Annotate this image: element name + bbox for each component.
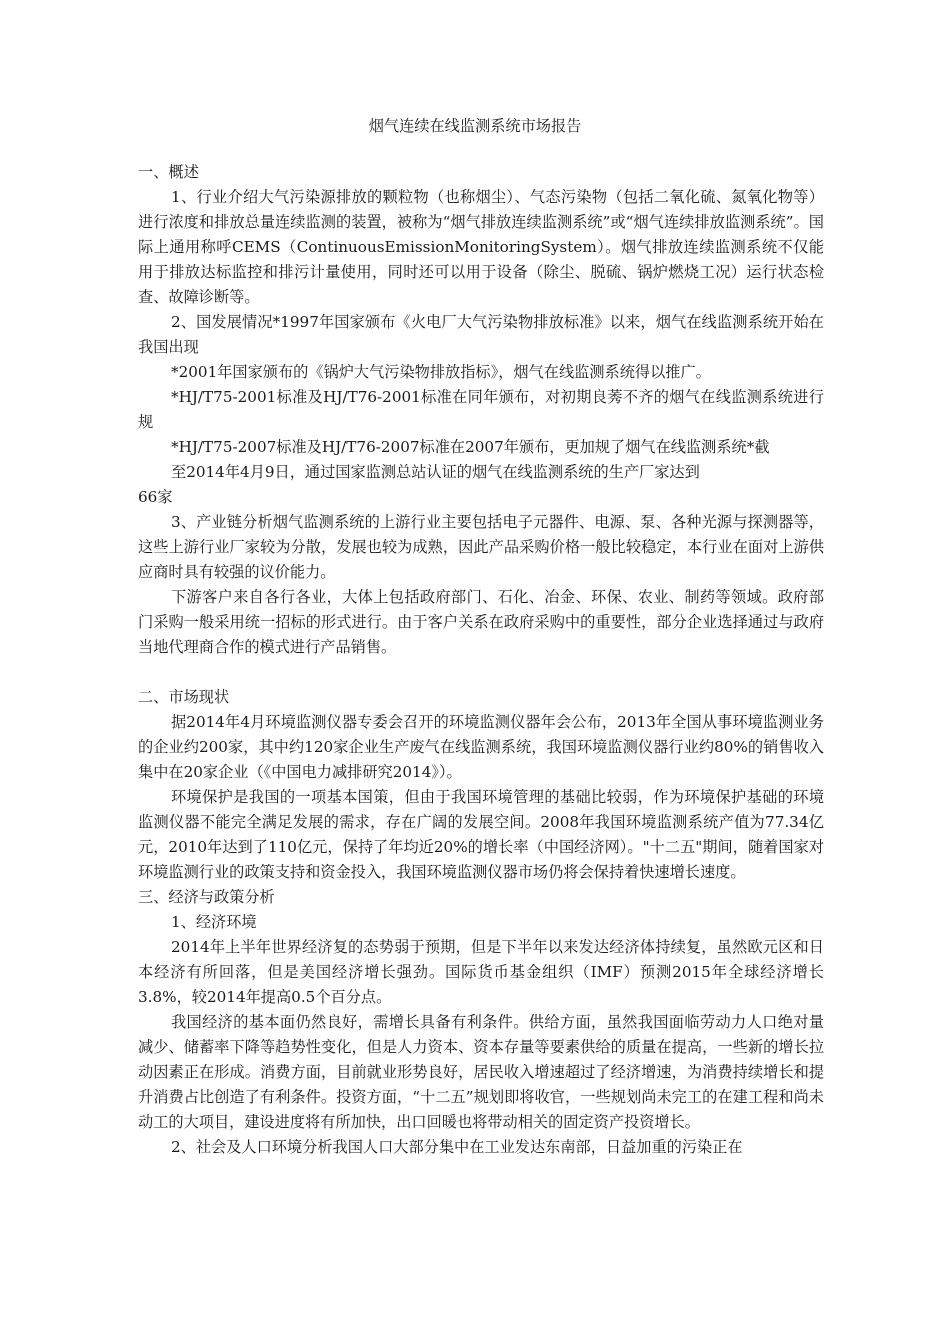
paragraph: 环境保护是我国的一项基本国策，但由于我国环境管理的基础比较弱，作为环境保护基础的环境监测仪器不能完全满足发展的需求，存在广阔的发展空间。2008年我国环境监测系统产值为77.34亿元，2010年达到了110亿元，保持了年均近20%的增长率（中国经济网）。"十二五"期间，随着国家对环境监测行业的政策支持和资金投入，我国环境监测仪器市场仍将会保持着快速增长速度。 bbox=[138, 788, 824, 881]
blank-line bbox=[138, 660, 824, 685]
section-heading: 一、概述 bbox=[138, 163, 199, 181]
paragraph: 下游客户来自各行各业，大体上包括政府部门、石化、冶金、环保、农业、制药等领域。政府部门采购一般采用统一招标的形式进行。由于客户关系在政府采购中的重要性，部分企业选择通过与政府当地代理商合作的模式进行产品销售。 bbox=[138, 588, 824, 656]
paragraph: 我国经济的基本面仍然良好，需增长具备有利条件。供给方面，虽然我国面临劳动力人口绝对量减少、储蓄率下降等趋势性变化，但是人力资本、资本存量等要素供给的质量在提高，一些新的增长拉动因素正在形成。消费方面，目前就业形势良好，居民收入增速超过了经济增速，为消费持续增长和提升消费占比创造了有利条件。投资方面，“十二五”规划即将收官，一些规划尚未完工的在建工程和尚未动工的大项目，建设进度将有所加快，出口回暖也将带动相关的固定资产投资增长。 bbox=[138, 1013, 824, 1131]
paragraph: 3、产业链分析烟气监测系统的上游行业主要包括电子元器件、电源、泵、各种光源与探测器等，这些上游行业厂家较为分散，发展也较为成熟，因此产品采购价格一般比较稳定，本行业在面对上游供应商时具有较强的议价能力。 bbox=[138, 513, 824, 581]
paragraph: *HJ/T75-2001标准及HJ/T76-2001标准在同年颁布，对初期良莠不齐的烟气在线监测系统进行规 bbox=[138, 388, 824, 431]
section-heading: 三、经济与政策分析 bbox=[138, 888, 275, 906]
paragraph: *2001年国家颁布的《锅炉大气污染物排放指标》，烟气在线监测系统得以推广。 bbox=[171, 363, 711, 381]
paragraph: 至2014年4月9日，通过国家监测总站认证的烟气在线监测系统的生产厂家达到 bbox=[171, 463, 700, 481]
section-heading: 66家 bbox=[138, 488, 173, 506]
paragraph: 2014年上半年世界经济复的态势弱于预期，但是下半年以来发达经济体持续复，虽然欧元区和日本经济有所回落，但是美国经济增长强劲。国际货币基金组织（IMF）预测2015年全球经济增长3.8%，较2014年提高0.5个百分点。 bbox=[138, 938, 824, 1006]
paragraph: 1、经济环境 bbox=[171, 913, 257, 931]
paragraph: 据2014年4月环境监测仪器专委会召开的环境监测仪器年会公布，2013年全国从事环境监测业务的企业约200家，其中约120家企业生产废气在线监测系统，我国环境监测仪器行业约80%的销售收入集中在20家企业（《中国电力减排研究2014》）。 bbox=[138, 713, 824, 781]
document-title: 烟气连续在线监测系统市场报告 bbox=[368, 117, 582, 135]
paragraph: 2、社会及人口环境分析我国人口大部分集中在工业发达东南部，日益加重的污染正在 bbox=[171, 1138, 743, 1156]
paragraph: 2、国发展情况*1997年国家颁布《火电厂大气污染物排放标准》以来，烟气在线监测系统开始在我国出现 bbox=[138, 313, 824, 356]
section-heading: 二、市场现状 bbox=[138, 688, 230, 706]
paragraph: *HJ/T75-2007标准及HJ/T76-2007标准在2007年颁布，更加规了烟气在线监测系统*截 bbox=[171, 438, 770, 456]
document-body bbox=[138, 160, 824, 1160]
paragraph: 1、行业介绍大气污染源排放的颗粒物（也称烟尘）、气态污染物（包括二氧化硫、氮氧化物等）进行浓度和排放总量连续监测的装置，被称为“烟气排放连续监测系统”或“烟气连续排放监测系统”。国际上通用称呼CEMS（ContinuousEmissionMonitoringSystem）。烟气排放连续监测系统不仅能用于排放达标监控和排污计量使用，同时还可以用于设备（除尘、脱硫、锅炉燃烧工况）运行状态检查、故障诊断等。 bbox=[138, 188, 824, 306]
